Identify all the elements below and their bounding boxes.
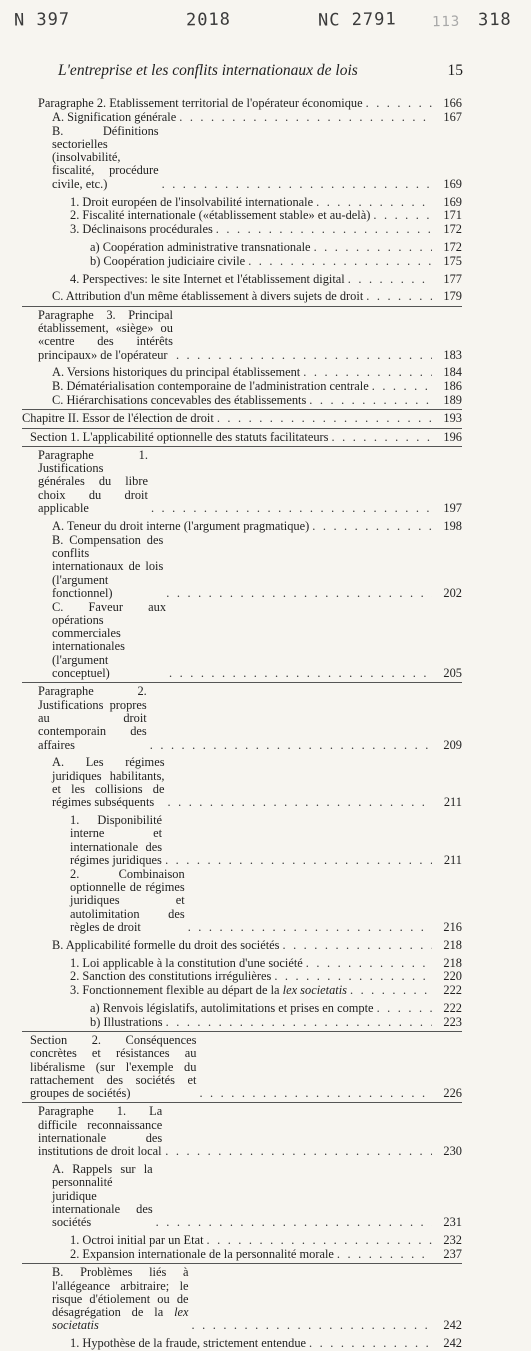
toc-entry-label: 3. Déclinaisons procédurales xyxy=(70,222,213,237)
handwritten-annotation-center: 2018 xyxy=(185,9,232,31)
toc-separator xyxy=(22,1031,462,1032)
toc-entry-label: Paragraphe 2. Etablissement territorial de l'opérateur économique xyxy=(38,96,363,110)
toc-entry xyxy=(22,255,462,268)
toc-entry-page: 222 xyxy=(443,983,462,998)
toc-entry xyxy=(22,814,462,867)
toc-entry-page: 172 xyxy=(443,239,462,254)
toc-leader-dots xyxy=(162,178,432,191)
toc-entry-label: A. Versions historiques du principal établissement xyxy=(52,365,301,380)
toc-separator xyxy=(22,428,462,429)
toc-leader-dots xyxy=(316,196,432,209)
toc-entry xyxy=(22,394,462,407)
toc-entry xyxy=(22,449,462,515)
toc-entry-label: 1. Disponibilité interne et internationale des régimes juridiques xyxy=(70,813,163,867)
handwritten-annotation-corner: 318 xyxy=(477,9,512,31)
toc-entry-label: C. Attribution d'un même établissement à divers sujets de droit xyxy=(52,289,364,304)
toc-leader-dots xyxy=(332,431,433,444)
toc-leader-dots xyxy=(282,939,432,952)
toc-entry-page: 242 xyxy=(443,1318,462,1333)
toc-entry-page: 220 xyxy=(443,969,462,984)
toc-entry-page: 193 xyxy=(443,411,462,426)
toc-entry-page: 202 xyxy=(443,585,462,600)
toc-entry-page: 171 xyxy=(443,208,462,223)
toc-leader-dots xyxy=(348,273,432,286)
toc-entry-label: Paragraphe 2. Justifications propres au droit contemporain des affaires xyxy=(38,684,147,752)
toc-entry-page: 179 xyxy=(443,289,462,304)
toc-leader-dots xyxy=(366,97,432,110)
handwritten-annotation-left: N 397 xyxy=(13,9,71,31)
toc-entry-page: 222 xyxy=(443,1000,462,1015)
toc-leader-dots xyxy=(176,349,432,362)
toc-leader-dots xyxy=(314,241,432,254)
toc-entry-page: 211 xyxy=(443,852,462,867)
toc-entry-page: 237 xyxy=(443,1246,462,1261)
toc-leader-dots xyxy=(377,1002,432,1015)
toc-entry xyxy=(22,534,462,600)
toc-entry xyxy=(22,1234,462,1247)
toc-leader-dots xyxy=(372,380,432,393)
toc-leader-dots xyxy=(303,366,432,379)
running-header xyxy=(0,62,531,82)
toc-leader-dots xyxy=(373,209,432,222)
toc-entry-label: 3. Fonctionnement flexible au départ de la lex societatis xyxy=(70,983,347,998)
toc-entry-label: B. Compensation des conflits internationaux de lois (l'argument fonctionnel) xyxy=(52,532,164,600)
toc-leader-dots xyxy=(169,667,432,680)
toc-entry-page: 205 xyxy=(443,666,462,681)
toc-entry-label: B. Définitions sectorielles (insolvabilité, fiscalité, procédure civile, etc.) xyxy=(52,123,159,191)
toc-leader-dots xyxy=(192,1319,432,1332)
toc-entry-label: A. Teneur du droit interne (l'argument pragmatique) xyxy=(52,518,310,533)
toc-entry-label: 2. Combinaison optionnelle de régimes juridiques et autolimitation des règles de droit xyxy=(70,866,185,934)
toc-entry xyxy=(22,290,462,303)
toc-entry xyxy=(22,868,462,934)
toc-entry xyxy=(22,366,462,379)
toc-entry-page: 169 xyxy=(443,176,462,191)
toc-entry-label: Section 2. Conséquences concrètes et résistances au libéralisme (sur l'exemple du rattachement des sociétés et groupes de sociétés) xyxy=(30,1033,197,1101)
toc-entry xyxy=(22,241,462,254)
toc-entry xyxy=(22,431,462,444)
toc-entry-label: 2. Sanction des constitutions irrégulières xyxy=(70,969,272,984)
toc-entry-page: 209 xyxy=(443,737,462,752)
toc-entry xyxy=(22,1034,462,1100)
toc-leader-dots xyxy=(166,1016,432,1029)
toc-entry xyxy=(22,1105,462,1158)
toc-entry-label: 2. Fiscalité internationale («établissement stable» et au-delà) xyxy=(70,208,371,223)
toc-entry xyxy=(22,984,462,997)
toc-entry-label: Paragraphe 1. Justifications générales du libre choix du droit applicable xyxy=(38,447,148,516)
toc-entry-page: 218 xyxy=(443,955,462,970)
toc-separator xyxy=(22,1263,462,1264)
page-number: 15 xyxy=(447,62,463,79)
toc-entry-label: Paragraphe 1. La difficile reconnaissance internationale des institutions de droit local xyxy=(38,1104,163,1159)
toc-entry xyxy=(22,273,462,286)
toc-leader-dots xyxy=(309,1337,432,1350)
toc-leader-dots xyxy=(188,921,432,934)
toc-entry xyxy=(22,685,462,751)
toc-entry-label: a) Coopération administrative transnationale xyxy=(90,239,311,254)
toc-entry-page: 197 xyxy=(443,501,462,516)
toc-leader-dots xyxy=(207,1234,432,1247)
toc-leader-dots xyxy=(248,255,432,268)
toc-entry xyxy=(22,939,462,952)
toc-entry-page: 167 xyxy=(443,109,462,124)
toc-entry-page: 223 xyxy=(443,1014,462,1029)
toc-leader-dots xyxy=(350,984,432,997)
toc-entry-label: Chapitre II. Essor de l'élection de droit xyxy=(22,411,214,426)
toc-leader-dots xyxy=(168,796,432,809)
toc-entry-page: 242 xyxy=(443,1336,462,1351)
toc-entry-label: b) Illustrations xyxy=(90,1014,163,1029)
toc-entry xyxy=(22,1163,462,1229)
toc-leader-dots xyxy=(306,957,432,970)
toc-entry-label: 2. Expansion internationale de la personnalité morale xyxy=(70,1246,334,1261)
toc-entry-page: 169 xyxy=(443,194,462,209)
toc-entry xyxy=(22,520,462,533)
toc-leader-dots xyxy=(156,1216,432,1229)
toc-entry xyxy=(22,756,462,809)
toc-entry-page: 177 xyxy=(443,271,462,286)
toc-entry-label: 1. Droit européen de l'insolvabilité internationale xyxy=(70,194,314,209)
toc-leader-dots xyxy=(165,1145,432,1158)
toc-entry-page: 196 xyxy=(443,429,462,444)
toc-entry xyxy=(22,970,462,983)
toc-separator xyxy=(22,306,462,307)
toc-entry-page: 218 xyxy=(443,937,462,952)
toc-entry-page: 211 xyxy=(443,795,462,810)
toc-separator xyxy=(22,446,462,447)
toc-entry xyxy=(22,412,462,425)
toc-entry xyxy=(22,97,462,110)
toc-entry-page: 230 xyxy=(443,1144,462,1159)
toc-entry xyxy=(22,209,462,222)
toc-entry-label: B. Problèmes liés à l'allégeance arbitraire; le risque d'étiolement ou de désagrégation de la lex societatis xyxy=(52,1265,189,1333)
toc-entry-page: 226 xyxy=(443,1086,462,1101)
toc-entry-page: 231 xyxy=(443,1215,462,1230)
toc-separator xyxy=(22,409,462,410)
toc-entry-page: 216 xyxy=(443,919,462,934)
toc-leader-dots xyxy=(366,290,432,303)
toc-leader-dots xyxy=(179,111,432,124)
toc-entry xyxy=(22,1266,462,1332)
toc-entry xyxy=(22,309,462,362)
toc-entry-label: 4. Perspectives: le site Internet et l'établissement digital xyxy=(70,271,345,286)
toc-entry-page: 172 xyxy=(443,222,462,237)
toc-entry-label: 1. Octroi initial par un Etat xyxy=(70,1233,204,1248)
toc-entry xyxy=(22,111,462,124)
toc-entry xyxy=(22,957,462,970)
toc-entry-label: A. Les régimes juridiques habilitants, et les collisions de régimes subséquents xyxy=(52,755,165,810)
toc-entry-page: 166 xyxy=(443,96,462,110)
toc-leader-dots xyxy=(166,587,432,600)
toc-leader-dots xyxy=(199,1087,432,1100)
toc-separator xyxy=(22,1102,462,1103)
toc-entry-page: 189 xyxy=(443,392,462,407)
running-title: L'entreprise et les conflits internationaux de lois xyxy=(58,62,358,79)
toc-entry xyxy=(22,380,462,393)
toc-entry-page: 184 xyxy=(443,365,462,380)
toc-entry-label: A. Signification générale xyxy=(52,109,177,124)
toc-leader-dots xyxy=(274,970,432,983)
toc-entry xyxy=(22,1337,462,1350)
toc-entry-label: C. Hiérarchisations concevables des établissements xyxy=(52,392,307,407)
toc-entry xyxy=(22,601,462,681)
toc-leader-dots xyxy=(216,223,432,236)
handwritten-annotation-right: NC 2791 xyxy=(317,9,397,31)
toc-entry xyxy=(22,1248,462,1261)
toc-entry-label: Paragraphe 3. Principal établissement, «siège» ou «centre des intérêts principaux» de l'opérateur xyxy=(38,307,173,362)
handwritten-annotation-faint: 113 xyxy=(431,13,461,31)
toc-separator xyxy=(22,682,462,683)
toc-leader-dots xyxy=(337,1248,432,1261)
toc-entry-label: b) Coopération judiciaire civile xyxy=(90,253,246,268)
toc-entry-label: 1. Hypothèse de la fraude, strictement entendue xyxy=(70,1336,307,1351)
toc-leader-dots xyxy=(312,520,432,533)
toc-entry-page: 183 xyxy=(443,347,462,362)
toc-entry xyxy=(22,1016,462,1029)
toc-leader-dots xyxy=(150,739,432,752)
toc-entry xyxy=(22,125,462,191)
toc-entry xyxy=(22,1002,462,1015)
toc-entry-page: 175 xyxy=(443,253,462,268)
toc-entry-label: 1. Loi applicable à la constitution d'une société xyxy=(70,955,303,970)
table-of-contents xyxy=(22,97,462,1351)
toc-leader-dots xyxy=(165,854,432,867)
toc-entry-page: 186 xyxy=(443,379,462,394)
toc-entry xyxy=(22,223,462,236)
toc-entry-label: B. Applicabilité formelle du droit des sociétés xyxy=(52,937,280,952)
toc-entry-label: C. Faveur aux opérations commerciales internationales (l'argument conceptuel) xyxy=(52,599,167,681)
toc-leader-dots xyxy=(217,412,432,425)
toc-entry xyxy=(22,196,462,209)
toc-entry-label: Section 1. L'applicabilité optionnelle des statuts facilitateurs xyxy=(30,429,329,444)
toc-entry-page: 232 xyxy=(443,1233,462,1248)
toc-leader-dots xyxy=(309,394,432,407)
toc-entry-label: a) Renvois législatifs, autolimitations et prises en compte xyxy=(90,1000,374,1015)
toc-entry-label: A. Rappels sur la personnalité juridique internationale des sociétés xyxy=(52,1162,153,1230)
toc-entry-page: 198 xyxy=(443,518,462,533)
toc-leader-dots xyxy=(151,502,432,515)
toc-entry-label: B. Dématérialisation contemporaine de l'administration centrale xyxy=(52,379,369,394)
